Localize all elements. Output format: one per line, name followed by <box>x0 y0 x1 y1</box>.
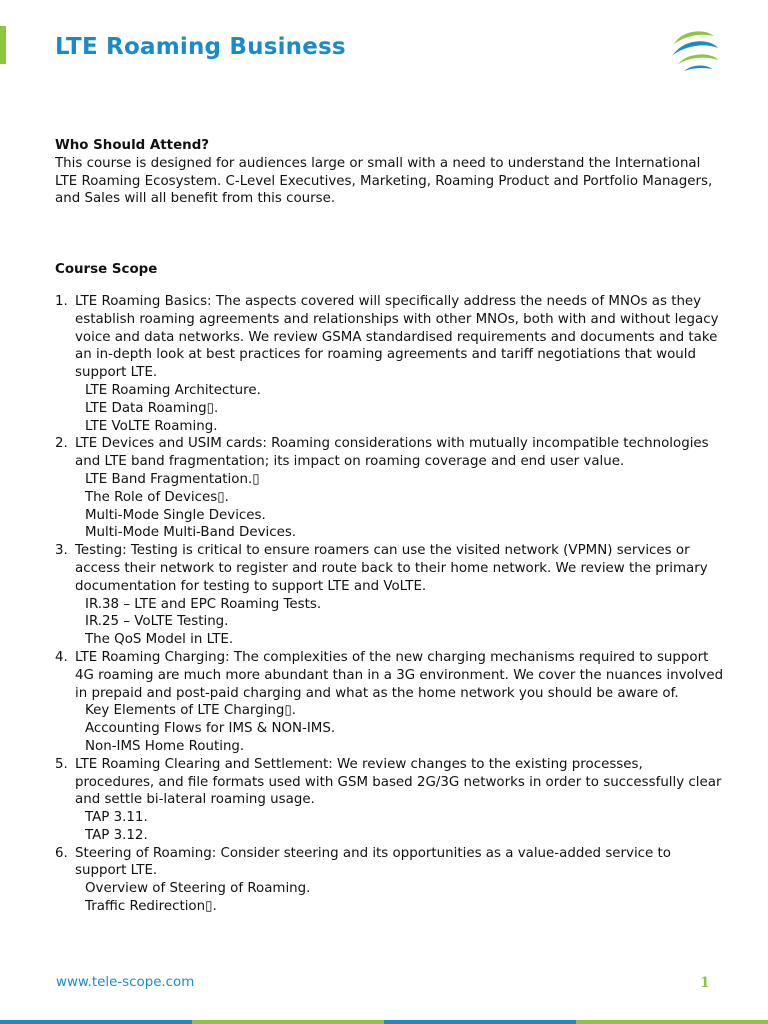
footer-stripe <box>0 1020 768 1024</box>
subtopic-item: Overview of Steering of Roaming. <box>85 881 311 897</box>
scope-item-number: 6. <box>55 845 68 861</box>
scope-subtopics <box>75 471 725 542</box>
document-body <box>55 137 725 916</box>
subtopic-item: LTE Roaming Architecture. <box>85 382 261 398</box>
scope-item-6 <box>55 845 725 916</box>
company-logo-icon <box>670 26 722 76</box>
subtopic-item: TAP 3.11. <box>85 810 148 826</box>
subtopic-item: LTE VoLTE Roaming. <box>85 418 218 434</box>
scope-subtopics <box>75 809 725 845</box>
subtopic-item: Multi-Mode Multi-Band Devices. <box>85 525 297 541</box>
subtopic-item: LTE Band Fragmentation.▯ <box>85 471 260 487</box>
subtopic-item: IR.25 – VoLTE Testing. <box>85 614 229 630</box>
course-scope-heading: Course Scope <box>55 262 158 278</box>
scope-item-4 <box>55 649 725 756</box>
scope-item-3 <box>55 542 725 649</box>
scope-item-number: 3. <box>55 543 68 559</box>
subtopic-item: Traffic Redirection▯. <box>85 899 217 915</box>
footer-website-link[interactable]: www.tele-scope.com <box>56 975 195 990</box>
page-title: LTE Roaming Business <box>55 34 346 60</box>
scope-subtopics <box>75 382 725 435</box>
scope-item-text: LTE Devices and USIM cards: Roaming considerations with mutually incompatible technologies and LTE band fragmentation; its impact on roaming coverage and end user value. <box>75 436 709 470</box>
subtopic-item: Non-IMS Home Routing. <box>85 738 245 754</box>
scope-item-text: LTE Roaming Basics: The aspects covered will specifically address the needs of MNOs as they establish roaming agreements and relationships with other MNOs, both with and without legacy voice and data networks. We review GSMA standardised requirements and documents and take an in-depth look at best practices for roaming agreements and tariff negotiations that would support LTE. <box>75 293 719 381</box>
scope-subtopics <box>75 596 725 649</box>
scope-item-number: 4. <box>55 649 68 665</box>
subtopic-item: The QoS Model in LTE. <box>85 632 234 648</box>
subtopic-item: Key Elements of LTE Charging▯. <box>85 703 297 719</box>
scope-item-1 <box>55 293 725 435</box>
scope-subtopics <box>75 702 725 755</box>
subtopic-item: Multi-Mode Single Devices. <box>85 507 266 523</box>
scope-item-5 <box>55 756 725 845</box>
scope-item-text: Testing: Testing is critical to ensure roamers can use the visited network (VPMN) services or access their network to register and route back to their home network. We review the primary documentation for testing to support LTE and VoLTE. <box>75 543 708 594</box>
subtopic-item: TAP 3.12. <box>85 827 148 843</box>
subtopic-item: LTE Data Roaming▯. <box>85 400 219 416</box>
scope-item-number: 2. <box>55 436 68 452</box>
page-number: 1 <box>700 975 710 991</box>
scope-item-text: LTE Roaming Clearing and Settlement: We review changes to the existing processes, procedures, and file formats used with GSM based 2G/3G networks in order to successfully clear and settle bi-lateral roaming usage. <box>75 756 722 808</box>
subtopic-item: The Role of Devices▯. <box>85 489 229 505</box>
scope-item-number: 1. <box>55 293 68 309</box>
scope-item-number: 5. <box>55 756 68 772</box>
scope-item-text: LTE Roaming Charging: The complexities of the new charging mechanisms required to support 4G roaming are much more abundant than in a 3G environment. We cover the nuances involved in prepaid and post-paid charging and what as the home network you should be aware of. <box>75 649 724 701</box>
who-should-attend-text: This course is designed for audiences large or small with a need to understand the International LTE Roaming Ecosystem. C-Level Executives, Marketing, Roaming Product and Portfolio Managers, and Sales will all benefit from this course. <box>55 155 713 207</box>
subtopic-item: IR.38 – LTE and EPC Roaming Tests. <box>85 596 322 612</box>
who-should-attend-heading: Who Should Attend? <box>55 138 210 153</box>
subtopic-item: Accounting Flows for IMS & NON-IMS. <box>85 721 336 737</box>
scope-item-text: Steering of Roaming: Consider steering and its opportunities as a value-added service to support LTE. <box>75 845 671 879</box>
accent-bar <box>0 26 6 64</box>
course-scope-list <box>55 293 725 916</box>
scope-subtopics <box>75 880 725 916</box>
scope-item-2 <box>55 435 725 542</box>
